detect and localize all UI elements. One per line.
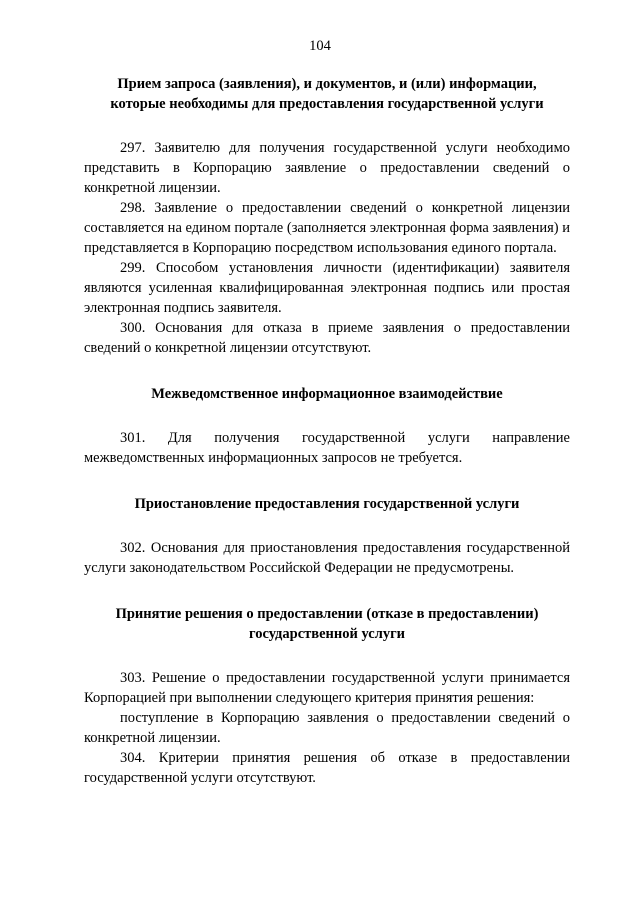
paragraph-302: 302. Основания для приостановления предоставления государственной услуги законодательством Российской Федерации не предусмотрены. <box>84 540 570 576</box>
section-heading <box>84 604 570 644</box>
paragraph-297: 297. Заявителю для получения государственной услуги необходимо представить в Корпорацию заявление о предоставлении сведений о конкретной лицензии. <box>84 140 570 196</box>
heading-line: Принятие решения о предоставлении (отказе в предоставлении) <box>115 606 539 622</box>
paragraph-299: 299. Способом установления личности (идентификации) заявителя являются усиленная квалифицированная электронная подпись или простая электронная подпись заявителя. <box>84 260 570 316</box>
section-heading <box>84 74 570 114</box>
heading-line: Прием запроса (заявления), и документов, и (или) информации, <box>117 76 537 92</box>
paragraph-300: 300. Основания для отказа в приеме заявления о предоставлении сведений о конкретной лицензии отсутствуют. <box>84 320 570 356</box>
paragraph-303-criterion: поступление в Корпорацию заявления о предоставлении сведений о конкретной лицензии. <box>84 710 570 746</box>
section-decision <box>84 604 570 788</box>
paragraph-304: 304. Критерии принятия решения об отказе в предоставлении государственной услуги отсутствуют. <box>84 750 570 786</box>
heading-line: которые необходимы для предоставления государственной услуги <box>110 96 544 112</box>
paragraph-298: 298. Заявление о предоставлении сведений о конкретной лицензии составляется на едином портале (заполняется электронная форма заявления) и представляется в Корпорацию посредством использования единого портала. <box>84 200 570 256</box>
section-interagency <box>84 384 570 468</box>
paragraph-301: 301. Для получения государственной услуги направление межведомственных информационных запросов не требуется. <box>84 430 570 466</box>
section-heading <box>84 494 570 514</box>
section-suspension <box>84 494 570 578</box>
heading-line: Приостановление предоставления государственной услуги <box>134 496 520 512</box>
paragraph-303: 303. Решение о предоставлении государственной услуги принимается Корпорацией при выполнении следующего критерия принятия решения: <box>84 670 570 706</box>
heading-line: государственной услуги <box>248 626 406 642</box>
section-request-intake <box>84 74 570 358</box>
section-heading <box>84 384 570 404</box>
heading-line: Межведомственное информационное взаимодействие <box>151 386 503 402</box>
page-number: 104 <box>309 38 331 54</box>
document-body <box>84 74 570 788</box>
